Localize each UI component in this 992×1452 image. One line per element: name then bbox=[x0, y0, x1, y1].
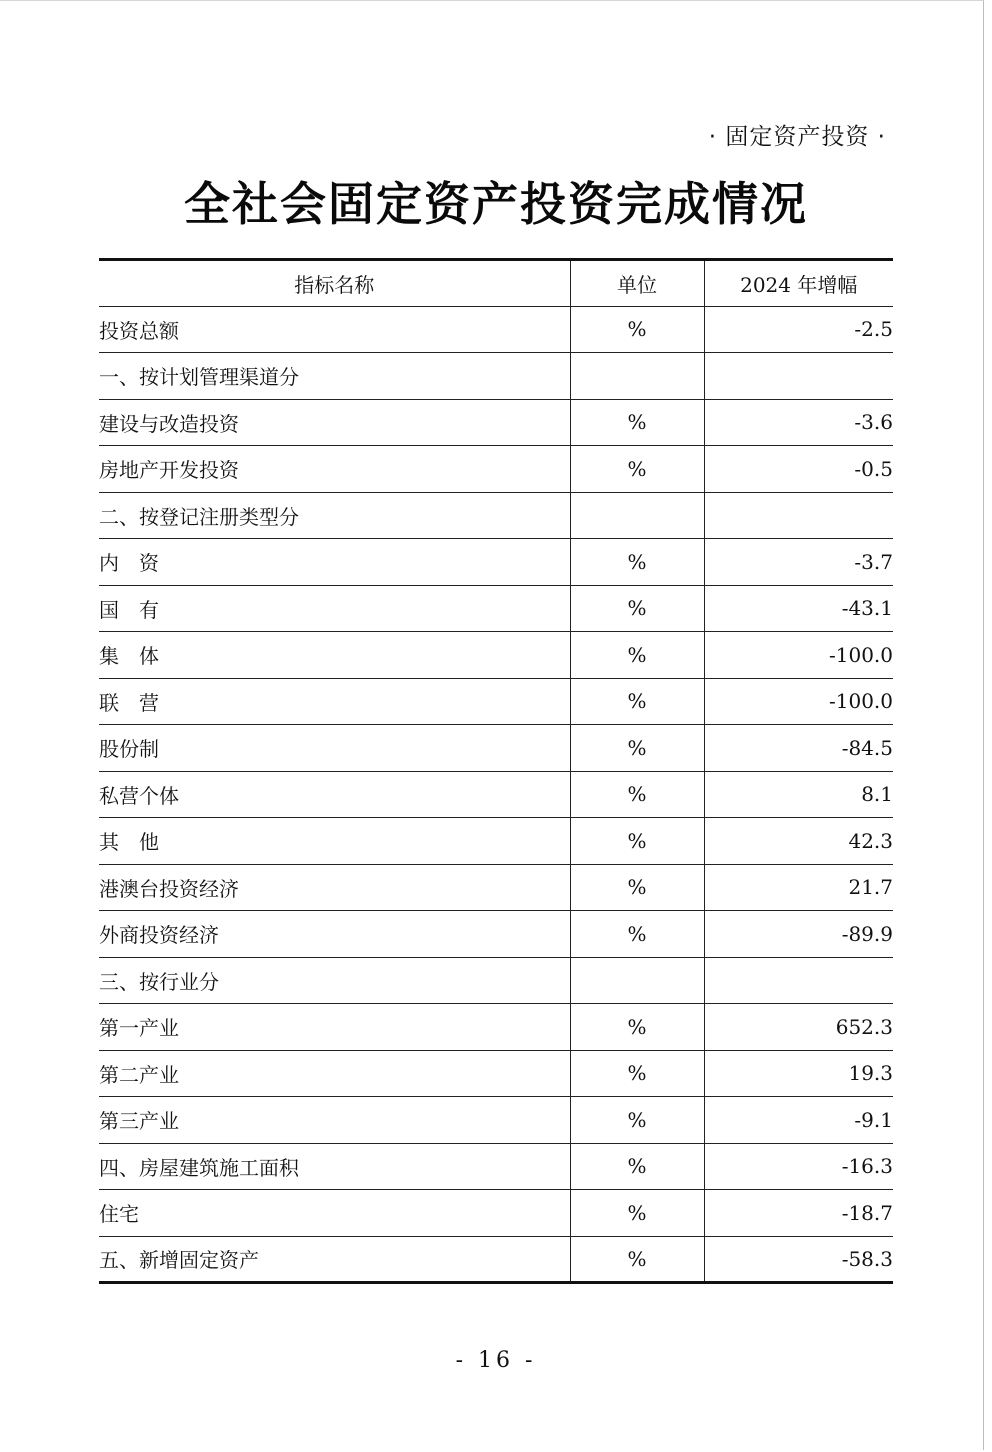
table-row bbox=[99, 678, 893, 725]
row-value bbox=[704, 492, 893, 539]
table-row bbox=[99, 353, 893, 400]
row-name: 第二产业 bbox=[99, 1050, 570, 1097]
table-row bbox=[99, 864, 893, 911]
row-unit: % bbox=[570, 771, 704, 818]
row-name: 内 资 bbox=[99, 539, 570, 586]
row-name: 港澳台投资经济 bbox=[99, 864, 570, 911]
row-unit: % bbox=[570, 911, 704, 958]
row-value: 8.1 bbox=[704, 771, 893, 818]
table-row bbox=[99, 446, 893, 493]
header-indicator-name: 指标名称 bbox=[99, 260, 570, 307]
table-row bbox=[99, 1143, 893, 1190]
row-name: 集 体 bbox=[99, 632, 570, 679]
row-value: 21.7 bbox=[704, 864, 893, 911]
page-number: - 16 - bbox=[455, 1348, 537, 1373]
row-unit: % bbox=[570, 632, 704, 679]
table-row bbox=[99, 911, 893, 958]
header-growth-2024: 2024 年增幅 bbox=[704, 260, 893, 307]
table-row bbox=[99, 1236, 893, 1283]
row-unit: % bbox=[570, 864, 704, 911]
row-name: 住宅 bbox=[99, 1190, 570, 1237]
row-value: -3.6 bbox=[704, 399, 893, 446]
table-row bbox=[99, 585, 893, 632]
table-row bbox=[99, 957, 893, 1004]
table-row bbox=[99, 399, 893, 446]
row-value: 42.3 bbox=[704, 818, 893, 865]
row-unit bbox=[570, 353, 704, 400]
table-header-row bbox=[99, 260, 893, 307]
row-name: 第一产业 bbox=[99, 1004, 570, 1051]
investment-table bbox=[99, 258, 893, 1284]
row-unit: % bbox=[570, 585, 704, 632]
row-unit: % bbox=[570, 399, 704, 446]
row-value: -84.5 bbox=[704, 725, 893, 772]
row-value: -9.1 bbox=[704, 1097, 893, 1144]
table-row bbox=[99, 1050, 893, 1097]
row-name: 四、房屋建筑施工面积 bbox=[99, 1143, 570, 1190]
page-title: 全社会固定资产投资完成情况 bbox=[184, 177, 808, 231]
table-row bbox=[99, 1097, 893, 1144]
row-name: 其 他 bbox=[99, 818, 570, 865]
row-unit bbox=[570, 492, 704, 539]
row-unit: % bbox=[570, 1097, 704, 1144]
row-unit: % bbox=[570, 306, 704, 353]
table-row bbox=[99, 306, 893, 353]
row-unit: % bbox=[570, 1004, 704, 1051]
row-value: -16.3 bbox=[704, 1143, 893, 1190]
table-row bbox=[99, 1004, 893, 1051]
row-name: 二、按登记注册类型分 bbox=[99, 492, 570, 539]
table-row bbox=[99, 1190, 893, 1237]
row-name: 房地产开发投资 bbox=[99, 446, 570, 493]
row-unit: % bbox=[570, 725, 704, 772]
row-name: 股份制 bbox=[99, 725, 570, 772]
row-value: -100.0 bbox=[704, 678, 893, 725]
row-value: -89.9 bbox=[704, 911, 893, 958]
row-value: -0.5 bbox=[704, 446, 893, 493]
row-name: 外商投资经济 bbox=[99, 911, 570, 958]
row-value: -43.1 bbox=[704, 585, 893, 632]
row-name: 联 营 bbox=[99, 678, 570, 725]
row-unit: % bbox=[570, 818, 704, 865]
row-unit: % bbox=[570, 678, 704, 725]
row-name: 私营个体 bbox=[99, 771, 570, 818]
table-row bbox=[99, 725, 893, 772]
row-value bbox=[704, 353, 893, 400]
row-unit: % bbox=[570, 539, 704, 586]
row-name: 第三产业 bbox=[99, 1097, 570, 1144]
row-value: -58.3 bbox=[704, 1236, 893, 1283]
table-row bbox=[99, 771, 893, 818]
row-value: -100.0 bbox=[704, 632, 893, 679]
row-unit bbox=[570, 957, 704, 1004]
row-name: 建设与改造投资 bbox=[99, 399, 570, 446]
row-name: 国 有 bbox=[99, 585, 570, 632]
row-unit: % bbox=[570, 1050, 704, 1097]
section-tag: · 固定资产投资 · bbox=[708, 124, 886, 150]
row-name: 投资总额 bbox=[99, 306, 570, 353]
row-value: -2.5 bbox=[704, 306, 893, 353]
table-row bbox=[99, 818, 893, 865]
row-name: 三、按行业分 bbox=[99, 957, 570, 1004]
header-unit: 单位 bbox=[570, 260, 704, 307]
table-row bbox=[99, 632, 893, 679]
row-unit: % bbox=[570, 1190, 704, 1237]
row-unit: % bbox=[570, 1143, 704, 1190]
row-value: -18.7 bbox=[704, 1190, 893, 1237]
table-row bbox=[99, 492, 893, 539]
row-unit: % bbox=[570, 1236, 704, 1283]
row-value bbox=[704, 957, 893, 1004]
row-value: -3.7 bbox=[704, 539, 893, 586]
row-value: 652.3 bbox=[704, 1004, 893, 1051]
table-row bbox=[99, 539, 893, 586]
row-value: 19.3 bbox=[704, 1050, 893, 1097]
row-unit: % bbox=[570, 446, 704, 493]
row-name: 五、新增固定资产 bbox=[99, 1236, 570, 1283]
row-name: 一、按计划管理渠道分 bbox=[99, 353, 570, 400]
